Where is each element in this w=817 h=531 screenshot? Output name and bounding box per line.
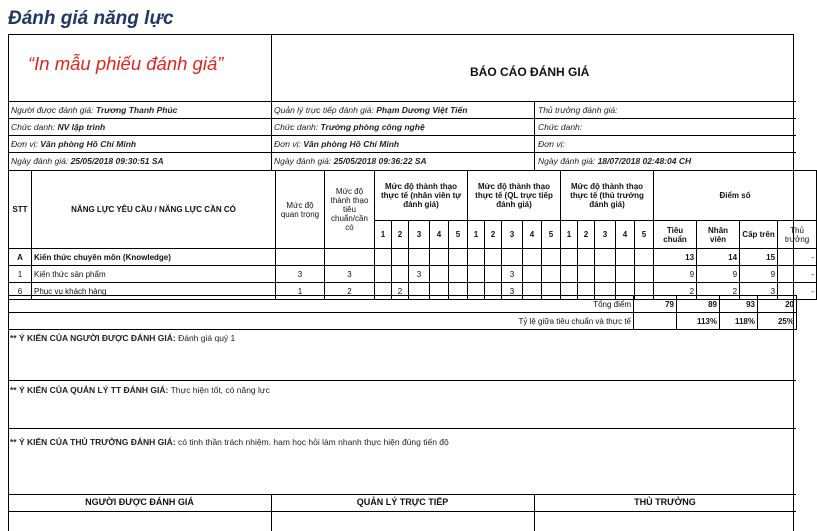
total-label: Tổng điểm bbox=[9, 296, 634, 313]
level-cell bbox=[578, 249, 595, 266]
level-cell bbox=[409, 249, 430, 266]
manager-unit: Đơn vị: Văn phòng Hồ Chí Minh bbox=[274, 139, 400, 149]
ratio-label: Tỷ lệ giữa tiêu chuẩn và thực tế bbox=[9, 313, 634, 330]
header-standard: Mức độ thành thạo tiêu chuẩn/cần có bbox=[325, 171, 375, 249]
level-cell bbox=[616, 266, 635, 283]
evaluatee-name: Người được đánh giá: Trương Thanh Phúc bbox=[11, 105, 178, 115]
divider bbox=[8, 428, 796, 429]
print-form-link[interactable]: “In mẫu phiếu đánh giá” bbox=[28, 53, 224, 74]
score-staff-header: Nhân viên bbox=[697, 221, 740, 249]
level-cell bbox=[542, 249, 561, 266]
level-header: 4 bbox=[523, 221, 542, 249]
row-score-standard: 13 bbox=[654, 249, 697, 266]
total-superior: 93 bbox=[720, 296, 758, 313]
level-cell bbox=[595, 266, 616, 283]
row-standard: 2 bbox=[325, 283, 375, 300]
row-score-standard: 2 bbox=[654, 283, 697, 300]
divider bbox=[8, 380, 796, 381]
level-header: 4 bbox=[616, 221, 635, 249]
score-superior-header: Cấp trên bbox=[740, 221, 778, 249]
row-score-head: - bbox=[778, 249, 817, 266]
row-importance: 3 bbox=[276, 266, 325, 283]
level-cell bbox=[616, 249, 635, 266]
level-cell bbox=[595, 249, 616, 266]
level-cell bbox=[542, 266, 561, 283]
row-importance bbox=[276, 249, 325, 266]
total-head: 20 bbox=[758, 296, 797, 313]
row-standard: 3 bbox=[325, 266, 375, 283]
competency-table-scroll[interactable] bbox=[8, 170, 815, 296]
level-header: 1 bbox=[561, 221, 578, 249]
divider bbox=[8, 152, 796, 153]
level-cell bbox=[392, 266, 409, 283]
level-cell bbox=[392, 249, 409, 266]
level-cell bbox=[523, 266, 542, 283]
header-divider bbox=[271, 34, 272, 101]
level-cell bbox=[375, 266, 392, 283]
header-self-eval: Mức độ thành thạo thực tế (nhân viên tự đánh giá) bbox=[375, 171, 468, 221]
level-cell bbox=[485, 266, 502, 283]
head-title: Chức danh: bbox=[538, 122, 583, 132]
totals-table bbox=[8, 295, 797, 330]
level-header: 3 bbox=[595, 221, 616, 249]
level-header: 1 bbox=[468, 221, 485, 249]
divider bbox=[8, 118, 796, 119]
divider bbox=[8, 135, 796, 136]
level-cell bbox=[485, 249, 502, 266]
level-cell: 3 bbox=[502, 283, 523, 300]
manager-name: Quản lý trực tiếp đánh giá: Phạm Dương Việt Tiến bbox=[274, 105, 468, 115]
signature-manager: QUẢN LÝ TRỰC TIẾP bbox=[356, 497, 449, 507]
evaluatee-title: Chức danh: NV lập trình bbox=[11, 122, 106, 132]
total-row bbox=[9, 296, 797, 313]
page-title: Đánh giá năng lực bbox=[8, 8, 174, 29]
row-importance: 1 bbox=[276, 283, 325, 300]
manager-date: Ngày đánh giá: 25/05/2018 09:36:22 SA bbox=[274, 156, 427, 166]
ratio-superior: 118% bbox=[720, 313, 758, 330]
level-cell bbox=[449, 266, 468, 283]
divider bbox=[271, 101, 272, 170]
level-cell: 2 bbox=[392, 283, 409, 300]
ratio-staff: 113% bbox=[677, 313, 720, 330]
comment-head: ** Ý KIẾN CỦA THỦ TRƯỞNG ĐÁNH GIÁ: có tinh thần trách nhiệm. ham học hỏi làm nhanh thực hiện đúng tiến độ bbox=[10, 437, 449, 447]
row-stt: 6 bbox=[9, 283, 32, 300]
head-name: Thủ trưởng đánh giá: bbox=[538, 105, 618, 115]
divider bbox=[8, 101, 796, 102]
header-stt: STT bbox=[9, 171, 32, 249]
ratio-row bbox=[9, 313, 797, 330]
head-unit: Đơn vị: bbox=[538, 139, 565, 149]
level-header: 5 bbox=[449, 221, 468, 249]
header-score: Điểm số bbox=[654, 171, 817, 221]
row-stt: A bbox=[9, 249, 32, 266]
level-cell: 3 bbox=[502, 266, 523, 283]
level-cell bbox=[468, 249, 485, 266]
header-competency: NĂNG LỰC YÊU CẦU / NĂNG LỰC CẦN CÓ bbox=[32, 171, 276, 249]
row-score-staff: 2 bbox=[697, 283, 740, 300]
row-competency: Kiến thức chuyên môn (Knowledge) bbox=[32, 249, 276, 266]
total-staff: 89 bbox=[677, 296, 720, 313]
divider bbox=[8, 494, 796, 495]
level-header: 5 bbox=[542, 221, 561, 249]
row-score-superior: 3 bbox=[740, 283, 778, 300]
level-header: 2 bbox=[392, 221, 409, 249]
competency-table bbox=[8, 170, 817, 300]
table-body bbox=[9, 249, 817, 300]
evaluatee-unit: Đơn vị: Văn phòng Hồ Chí Minh bbox=[11, 139, 137, 149]
level-header: 4 bbox=[430, 221, 449, 249]
header-importance: Mức độ quan trọng bbox=[276, 171, 325, 249]
row-score-superior: 15 bbox=[740, 249, 778, 266]
row-score-superior: 9 bbox=[740, 266, 778, 283]
row-competency: Kiến thức sản phẩm bbox=[32, 266, 276, 283]
level-cell bbox=[468, 266, 485, 283]
level-cell bbox=[430, 266, 449, 283]
manager-title: Chức danh: Trưởng phòng công nghệ bbox=[274, 122, 425, 132]
level-header: 3 bbox=[502, 221, 523, 249]
comment-evaluatee: ** Ý KIẾN CỦA NGƯỜI ĐƯỢC ĐÁNH GIÁ: Đánh giá quý 1 bbox=[10, 333, 236, 343]
row-score-standard: 9 bbox=[654, 266, 697, 283]
level-cell bbox=[561, 249, 578, 266]
level-cell: 3 bbox=[409, 266, 430, 283]
group-row bbox=[9, 249, 817, 266]
row-competency: Phục vụ khách hàng bbox=[32, 283, 276, 300]
level-header: 2 bbox=[485, 221, 502, 249]
row-stt: 1 bbox=[9, 266, 32, 283]
row-score-head: - bbox=[778, 266, 817, 283]
table-row bbox=[9, 266, 817, 283]
level-header: 5 bbox=[635, 221, 654, 249]
comment-manager: ** Ý KIẾN CỦA QUẢN LÝ TT ĐÁNH GIÁ: Thực hiện tốt, có năng lực bbox=[10, 385, 270, 395]
level-cell bbox=[635, 249, 654, 266]
total-standard: 79 bbox=[634, 296, 677, 313]
level-cell bbox=[375, 249, 392, 266]
divider bbox=[8, 511, 796, 512]
level-cell bbox=[449, 249, 468, 266]
score-standard-header: Tiêu chuẩn bbox=[654, 221, 697, 249]
level-cell bbox=[523, 249, 542, 266]
level-cell bbox=[635, 266, 654, 283]
row-score-head: - bbox=[778, 283, 817, 300]
signature-evaluatee: NGƯỜI ĐƯỢC ĐÁNH GIÁ bbox=[85, 497, 194, 507]
row-score-staff: 14 bbox=[697, 249, 740, 266]
score-head-header: Thủ trưởng bbox=[778, 221, 817, 249]
level-header: 1 bbox=[375, 221, 392, 249]
ratio-standard bbox=[634, 313, 677, 330]
header-manager-eval: Mức độ thành thạo thực tế (QL trực tiếp đánh giá) bbox=[468, 171, 561, 221]
signature-head: THỦ TRƯỞNG bbox=[634, 497, 696, 507]
level-cell bbox=[561, 266, 578, 283]
header-head-eval: Mức độ thành thạo thực tế (thủ trưởng đánh giá) bbox=[561, 171, 654, 221]
level-header: 2 bbox=[578, 221, 595, 249]
divider bbox=[534, 101, 535, 170]
report-title: BÁO CÁO ĐÁNH GIÁ bbox=[470, 65, 590, 79]
head-date: Ngày đánh giá: 18/07/2018 02:48:04 CH bbox=[538, 156, 692, 166]
row-score-staff: 9 bbox=[697, 266, 740, 283]
level-cell bbox=[430, 249, 449, 266]
level-cell bbox=[578, 266, 595, 283]
evaluatee-date: Ngày đánh giá: 25/05/2018 09:30:51 SA bbox=[11, 156, 164, 166]
level-cell bbox=[502, 249, 523, 266]
level-header: 3 bbox=[409, 221, 430, 249]
ratio-head: 25% bbox=[758, 313, 797, 330]
row-standard bbox=[325, 249, 375, 266]
